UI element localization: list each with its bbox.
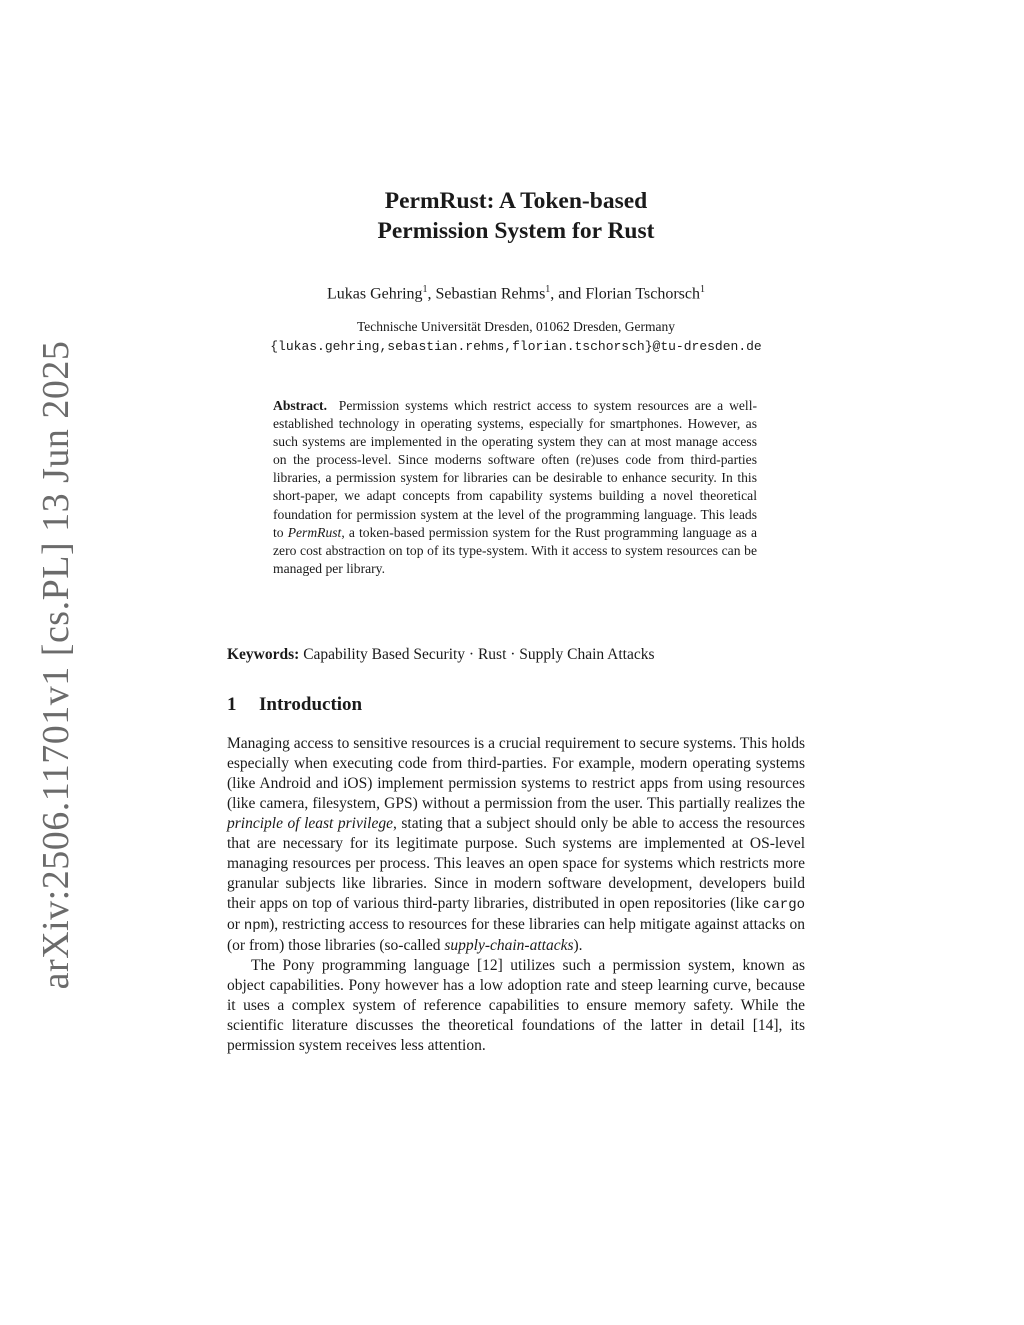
text-run: ). (573, 937, 583, 954)
abstract-text: , a token-based permission system for the Rust programming language as a zero cost abstraction on top of its type-system. With it access to system resources can be managed per library. (273, 524, 757, 576)
body-text (227, 734, 805, 1056)
author-name: Lukas Gehring (327, 285, 423, 303)
author-affil-mark: 1 (422, 284, 428, 295)
text-run: ), restricting access to resources for these libraries can help mitigate against attacks on (or from) those libraries (so-called (227, 916, 805, 954)
author-name: Florian Tschorsch (585, 285, 700, 303)
emphasis: principle of least privilege (227, 815, 393, 832)
emphasis: supply-chain-attacks (444, 937, 574, 954)
keywords-text: Capability Based Security · Rust · Supply Chain Attacks (303, 646, 655, 663)
author-emails: {lukas.gehring,sebastian.rehms,florian.tschorsch}@tu-dresden.de (270, 339, 762, 354)
keywords (227, 646, 805, 664)
author-list: Lukas Gehring$^1$, Sebastian Rehms$^1$, and Florian Tschorsch$^1$ (327, 284, 705, 303)
affiliation: Technische Universität Dresden, 01062 Dresden, Germany (356, 319, 676, 334)
section-heading (227, 694, 362, 716)
text-run: Managing access to sensitive resources is a crucial requirement to secure systems. This holds especially when executing code from third-parties. For example, modern operating systems (like Android and iOS) implement permission systems to restrict apps from using resources (like camera, filesystem, GPS) without a permission from the user. This partially realizes the (227, 735, 805, 812)
code-term: cargo (762, 897, 805, 913)
author-name: Sebastian Rehms (435, 285, 546, 303)
author-affil-mark: 1 (545, 284, 551, 295)
section-title: Introduction (259, 694, 363, 715)
arxiv-identifier: arXiv:2506.11701v1 [cs.PL] 13 Jun 2025 (35, 340, 77, 990)
abstract (273, 397, 757, 578)
code-term: npm (243, 918, 270, 934)
title-line-2: Permission System for Rust (377, 218, 655, 244)
abstract-text: Permission systems which restrict access to system resources are a well-established technology in operating systems, especially for smartphones. However, as such systems are implemented in the operating system they can at most manage access on the process-level. Since moderns software often (re)uses code from third-parties libraries, a permission system for libraries can be desirable to enhance security. In this short-paper, we adapt concepts from capability systems building a novel theoretical foundation for permission system at the level of the programming language. This leads to (273, 398, 758, 540)
author-affil-mark: 1 (699, 284, 705, 295)
keywords-label: Keywords: (227, 646, 300, 663)
abstract-emphasis: PermRust (287, 524, 342, 540)
section-number: 1 (227, 694, 237, 715)
text-run: or (227, 916, 244, 933)
paragraph (227, 734, 805, 956)
title-line-1: PermRust: A Token-based (384, 188, 648, 214)
paper-title (227, 186, 805, 246)
abstract-label: Abstract. (273, 398, 327, 413)
paragraph: The Pony programming language [12] utilizes such a permission system, known as object capabilities. Pony however has a low adoption rate and steep learning curve, because it uses a complex system of reference capabilities to ensure memory safety. While the scientific literature discusses the theoretical foundations of the latter in detail [14], its permission system receives less attention. (227, 957, 805, 1054)
text-run: , stating that a subject should only be able to access the resources that are necessary for its legitimate purpose. Such systems are implemented at OS-level managing resources per process. This leaves an open space for systems which restricts more granular subjects like libraries. Since in modern software development, developers build their apps on top of various third-party libraries, distributed in open repositories (like (227, 815, 805, 912)
